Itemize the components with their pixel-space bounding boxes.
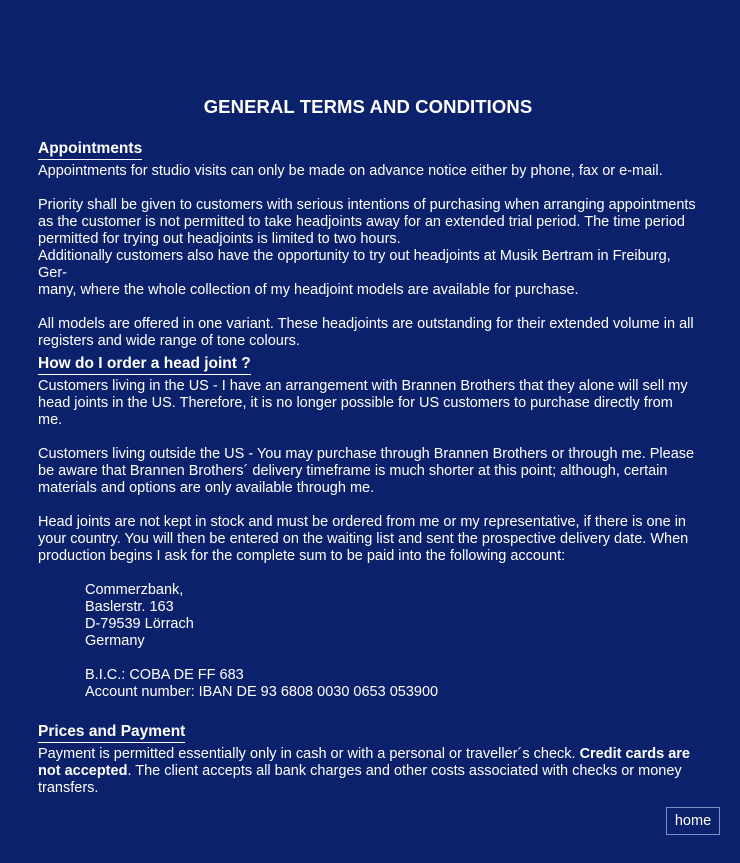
text-line: head joints in the US. Therefore, it is no longer possible for US customers to purchase directly from me. [38,395,673,428]
bank-bic: B.I.C.: COBA DE FF 683 [85,667,244,683]
text-line: production begins I ask for the complete sum to be paid into the following account: [38,548,566,564]
text-line: Customers living in the US - I have an arrangement with Brannen Brothers that they alone will sell my [38,378,688,394]
appointments-paragraph-3 [38,316,698,350]
text-line: be aware that Brannen Brothers´ delivery timeframe is much shorter at this point; although, certain [38,463,668,479]
appointments-paragraph-2 [38,197,698,299]
text-line: Appointments for studio visits can only be made on advance notice either by phone, fax or e-mail. [38,163,663,179]
text-span: Payment is permitted essentially only in cash or with a personal or traveller´s check. [38,746,580,762]
bold-text: Credit cards are [579,746,690,762]
bank-account: Account number: IBAN DE 93 6808 0030 0653 053900 [85,684,439,700]
text-line [38,763,698,780]
terms-content [38,96,698,797]
section-heading-order: How do I order a head joint ? [38,354,251,375]
bank-name: Commerzbank, [85,582,184,598]
order-paragraph-2 [38,446,698,497]
text-line: permitted for trying out headjoints is limited to two hours. [38,231,401,247]
text-line: transfers. [38,780,99,796]
bank-address [85,582,698,701]
text-line: Additionally customers also have the opportunity to try out headjoints at Musik Bertram in Freiburg, Ger- [38,248,671,281]
bank-city: D-79539 Lörrach [85,616,194,632]
prices-paragraph [38,746,698,797]
appointments-paragraph-1 [38,163,698,180]
bold-text: not accepted [38,763,128,779]
text-line: your country. You will then be entered on the waiting list and sent the prospective delivery date. When [38,531,689,547]
order-paragraph-1 [38,378,698,429]
text-line: many, where the whole collection of my headjoint models are available for purchase. [38,282,579,298]
page-title: GENERAL TERMS AND CONDITIONS [203,96,533,117]
text-line: Priority shall be given to customers with serious intentions of purchasing when arranging appointments [38,197,696,213]
text-line: materials and options are only available through me. [38,480,375,496]
text-line: as the customer is not permitted to take headjoints away for an extended trial period. The time period [38,214,685,230]
text-line: registers and wide range of tone colours. [38,333,300,349]
text-line [38,746,698,763]
section-heading-appointments: Appointments [38,139,142,160]
home-button[interactable]: home [666,807,720,835]
bank-country: Germany [85,633,145,649]
text-line: Head joints are not kept in stock and must be ordered from me or my representative, if there is one in [38,514,686,530]
text-span: . The client accepts all bank charges and other costs associated with checks or money [127,763,682,779]
bank-street: Baslerstr. 163 [85,599,174,615]
text-line: All models are offered in one variant. These headjoints are outstanding for their extended volume in all [38,316,694,332]
text-line: Customers living outside the US - You may purchase through Brannen Brothers or through me. Please [38,446,695,462]
order-paragraph-3 [38,514,698,565]
section-heading-prices: Prices and Payment [38,722,185,743]
